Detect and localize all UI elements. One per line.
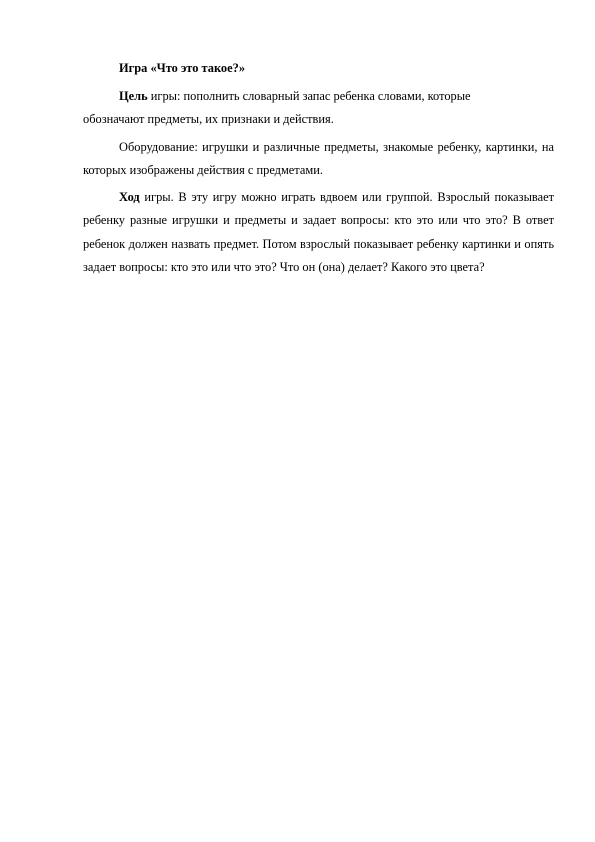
document-body [83,57,554,280]
procedure-paragraph [83,186,554,280]
equipment-paragraph: Оборудование: игрушки и различные предметы, знакомые ребенку, картинки, на которых изображены действия с предметами. [83,139,554,177]
goal-paragraph [83,85,554,132]
game-title: Игра «Что это такое?» [119,61,246,75]
goal-label: Цель [119,88,148,103]
goal-text-line1: игры: пополнить словарный запас ребенка словами, которые [147,88,471,103]
procedure-text: игры. В эту игру можно играть вдвоем или группой. Взрослый показывает ребенку разные игрушки и предметы и задает вопросы: кто это или что это? В ответ ребенок должен назвать предмет. Потом взрослый показывает ребенку картинки и опять задает вопросы: кто это или что это? Что он (она) делает? Какого это цвета? [83,189,554,274]
procedure-label: Ход [119,189,140,204]
goal-text-line2: обозначают предметы, их признаки и действия. [83,112,334,126]
